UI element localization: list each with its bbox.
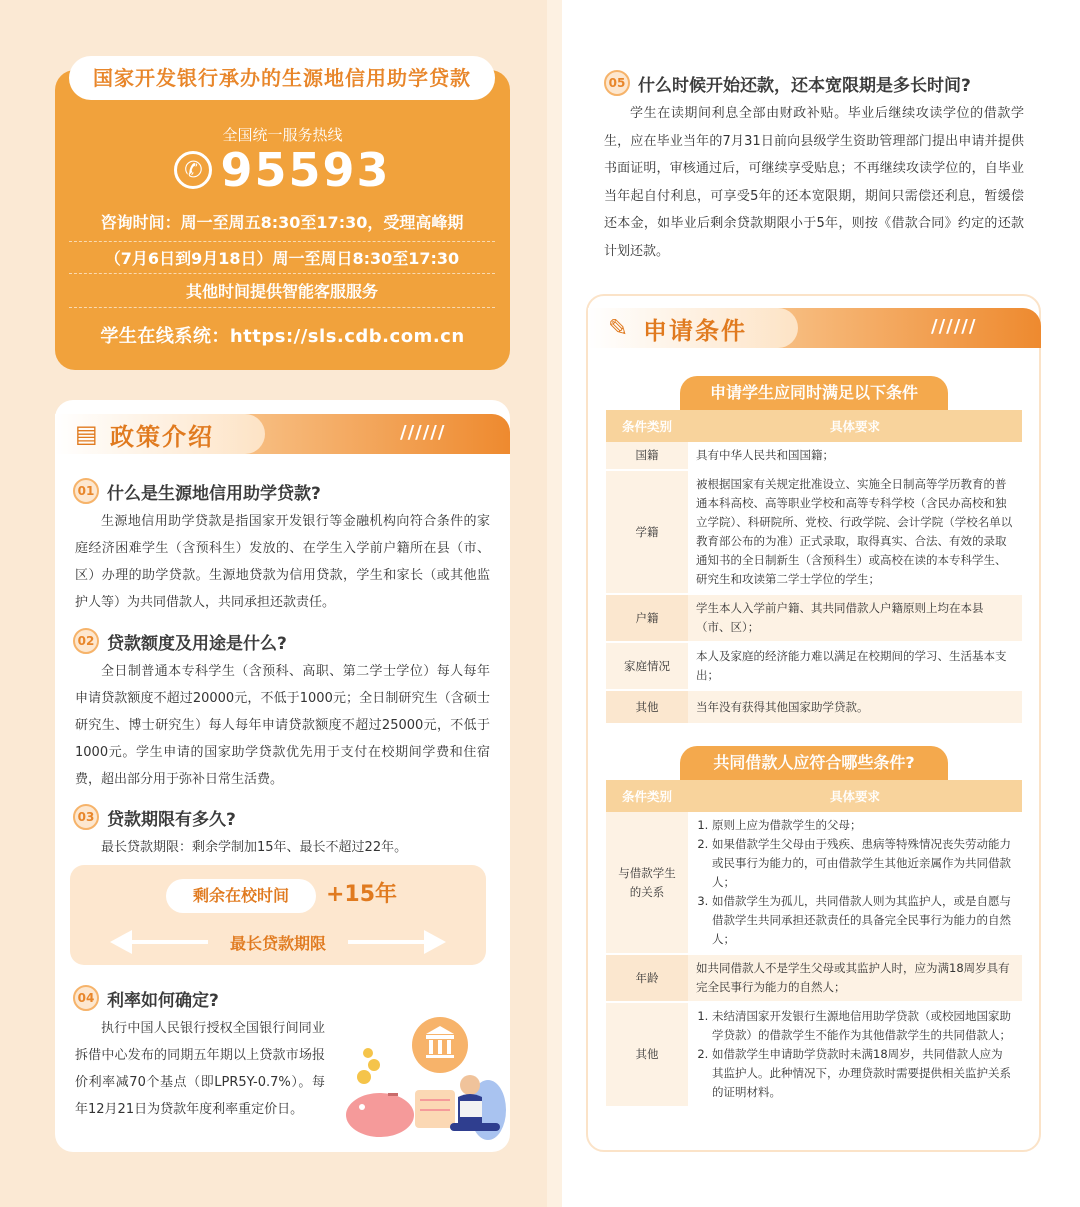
list-item: 2. 如借款学生申请助学贷款时未满18周岁，共同借款人应为其监护人。此种情况下，办理贷款时需要提供相关监护关系的证明材料。 — [712, 1045, 1014, 1102]
answer-text: 学生在读期间利息全部由财政补贴。毕业后继续攻读学位的借款学生，应在毕业当年的7月31日前向县级学生资助管理部门提出申请并提供书面证明，审核通过后，可继续享受贴息；不再继续攻读学位的，自毕业当年起自付利息，可享受5年的还本宽限期，期间只需偿还利息，暂缓偿还本金，如毕业后剩余贷款期限小于5年，则按《借款合同》约定的还款计划还款。 — [604, 106, 1024, 259]
hotline-number-row — [55, 142, 510, 198]
table-row — [606, 594, 1022, 642]
column-header: 条件类别 — [606, 780, 688, 812]
loan-term-diagram — [70, 865, 486, 965]
question-number: 03 — [73, 804, 99, 830]
section-title: 申请条件 — [643, 317, 747, 345]
category-cell: 户籍 — [606, 594, 688, 642]
question-01 — [73, 478, 321, 504]
divider — [69, 273, 495, 274]
list-item: 1. 未结清国家开发银行生源地信用助学贷款（或校园地国家助学贷款）的借款学生不能作为其他借款学生的共同借款人； — [712, 1007, 1014, 1045]
table-row — [606, 812, 1022, 954]
question-02 — [73, 628, 287, 654]
max-term-label: 最长贷款期限 — [208, 931, 348, 954]
question-title: 什么时候开始还款，还本宽限期是多长时间? — [638, 75, 971, 96]
question-title: 贷款期限有多久? — [107, 809, 236, 830]
category-cell: 学籍 — [606, 470, 688, 594]
hotline-label: 全国统一服务热线 — [222, 126, 343, 144]
question-number: 04 — [73, 985, 99, 1011]
section-header-bar — [223, 414, 510, 454]
list-item: 2. 如果借款学生父母由于残疾、患病等特殊情况丧失劳动能力或民事行为能力的，可由借款学生其他近亲属作为共同借款人； — [712, 835, 1014, 892]
category-cell: 其他 — [606, 1002, 688, 1107]
conditions-panel — [586, 294, 1041, 1152]
section-title: 政策介绍 — [110, 423, 214, 451]
table-row — [606, 642, 1022, 690]
table-row — [606, 442, 1022, 470]
requirement-cell: 当年没有获得其他国家助学贷款。 — [688, 690, 1022, 724]
requirement-cell — [688, 1002, 1022, 1107]
question-05 — [604, 70, 971, 96]
category-cell: 其他 — [606, 690, 688, 724]
hotline-title: 国家开发银行承办的生源地信用助学贷款 — [69, 56, 495, 100]
table-header-row — [606, 780, 1022, 812]
answer-text: 执行中国人民银行授权全国银行间同业拆借中心发布的同期五年期以上贷款市场报价利率减70个基点（即LPR5Y-0.7%）。每年12月21日为贷款年度利率重定价日。 — [75, 1021, 325, 1117]
question-number: 05 — [604, 70, 630, 96]
column-header: 具体要求 — [688, 780, 1022, 812]
requirement-cell — [688, 812, 1022, 954]
question-03 — [73, 804, 236, 830]
requirement-cell: 被根据国家有关规定批准设立、实施全日制高等学历教育的普通本科高校、高等职业学校和高等专科学校（含民办高校和独立学院）、科研院所、党校、行政学院、会计学院（学校名单以教育部公布的为准）正式录取，取得真实、合法、有效的录取通知书的全日制新生（含预科生）或高校在读的本专科学生、研究生和攻读第二学士学位的学生； — [688, 470, 1022, 594]
edit-document-icon: ✎ — [608, 314, 629, 342]
phone-icon: ✆ — [174, 151, 212, 189]
divider — [69, 241, 495, 242]
hotline-hours-2: （7月6日到9月18日）周一至周日8:30至17:30 — [104, 249, 460, 268]
list-item: 1. 原则上应为借款学生的父母； — [712, 816, 1014, 835]
remaining-school-time-pill: 剩余在校时间 — [166, 879, 316, 913]
divider — [69, 307, 495, 308]
student-conditions-table — [606, 410, 1022, 725]
question-number: 01 — [73, 478, 99, 504]
table-row — [606, 690, 1022, 724]
question-title: 贷款额度及用途是什么? — [107, 633, 287, 654]
requirement-cell: 具有中华人民共和国国籍； — [688, 442, 1022, 470]
question-number: 02 — [73, 628, 99, 654]
hotline-hours-3: 其他时间提供智能客服服务 — [185, 282, 378, 301]
hotline-number[interactable]: 95593 — [220, 143, 391, 197]
column-header: 具体要求 — [688, 410, 1022, 442]
column-header: 条件类别 — [606, 410, 688, 442]
co-borrower-heading: 共同借款人应符合哪些条件? — [680, 746, 948, 780]
requirement-cell: 本人及家庭的经济能力难以满足在校期间的学习、生活基本支出； — [688, 642, 1022, 690]
hotline-hours-1: 咨询时间：周一至周五8:30至17:30，受理高峰期 — [100, 213, 464, 232]
list-item: 3. 如借款学生为孤儿，共同借款人则为其监护人，或是自愿与借款学生共同承担还款责任的具备完全民事行为能力的自然人； — [712, 892, 1014, 949]
slash-decoration-icon: ////// — [400, 422, 446, 443]
requirement-cell: 如共同借款人不是学生父母或其监护人时，应为满18周岁具有完全民事行为能力的自然人； — [688, 954, 1022, 1002]
document-icon: ▤ — [75, 420, 98, 448]
answer-text: 全日制普通本专科学生（含预科、高职、第二学士学位）每人每年申请贷款额度不超过20000元，不低于1000元；全日制研究生（含硕士研究生、博士研究生）每人每年申请贷款额度不超过25000元，不低于1000元。学生申请的国家助学贷款优先用于支付在校期间学费和住宿费，超出部分用于弥补日常生活费。 — [75, 664, 490, 787]
answer-text: 生源地信用助学贷款是指国家开发银行等金融机构向符合条件的家庭经济困难学生（含预科生）发放的、在学生入学前户籍所在县（市、区）办理的助学贷款。生源地贷款为信用贷款，学生和家长（或其他监护人等）为共同借款人，共同承担还款责任。 — [75, 514, 490, 610]
table-row — [606, 1002, 1022, 1107]
co-borrower-table — [606, 780, 1022, 1108]
answer-text: 最长贷款期限：剩余学制加15年、最长不超过22年。 — [101, 840, 408, 855]
hotline-card — [55, 66, 510, 370]
double-arrow-icon — [110, 927, 446, 957]
column-gap — [547, 0, 562, 1207]
requirement-cell: 学生本人入学前户籍、其共同借款人户籍原则上均在本县（市、区）； — [688, 594, 1022, 642]
question-title: 什么是生源地信用助学贷款? — [107, 483, 321, 504]
plus-15-years: +15年 — [326, 882, 398, 907]
table-row — [606, 470, 1022, 594]
category-cell: 与借款学生的关系 — [606, 812, 688, 954]
student-system-link[interactable]: 学生在线系统：https://sls.cdb.com.cn — [100, 326, 465, 347]
slash-decoration-icon: ////// — [931, 316, 977, 337]
student-conditions-heading: 申请学生应同时满足以下条件 — [680, 376, 948, 410]
category-cell: 国籍 — [606, 442, 688, 470]
table-row — [606, 954, 1022, 1002]
category-cell: 家庭情况 — [606, 642, 688, 690]
question-title: 利率如何确定? — [107, 990, 219, 1011]
policy-panel — [55, 400, 510, 1152]
category-cell: 年龄 — [606, 954, 688, 1002]
question-04 — [73, 985, 219, 1011]
table-header-row — [606, 410, 1022, 442]
piggy-bank-illustration-icon — [340, 1015, 510, 1145]
